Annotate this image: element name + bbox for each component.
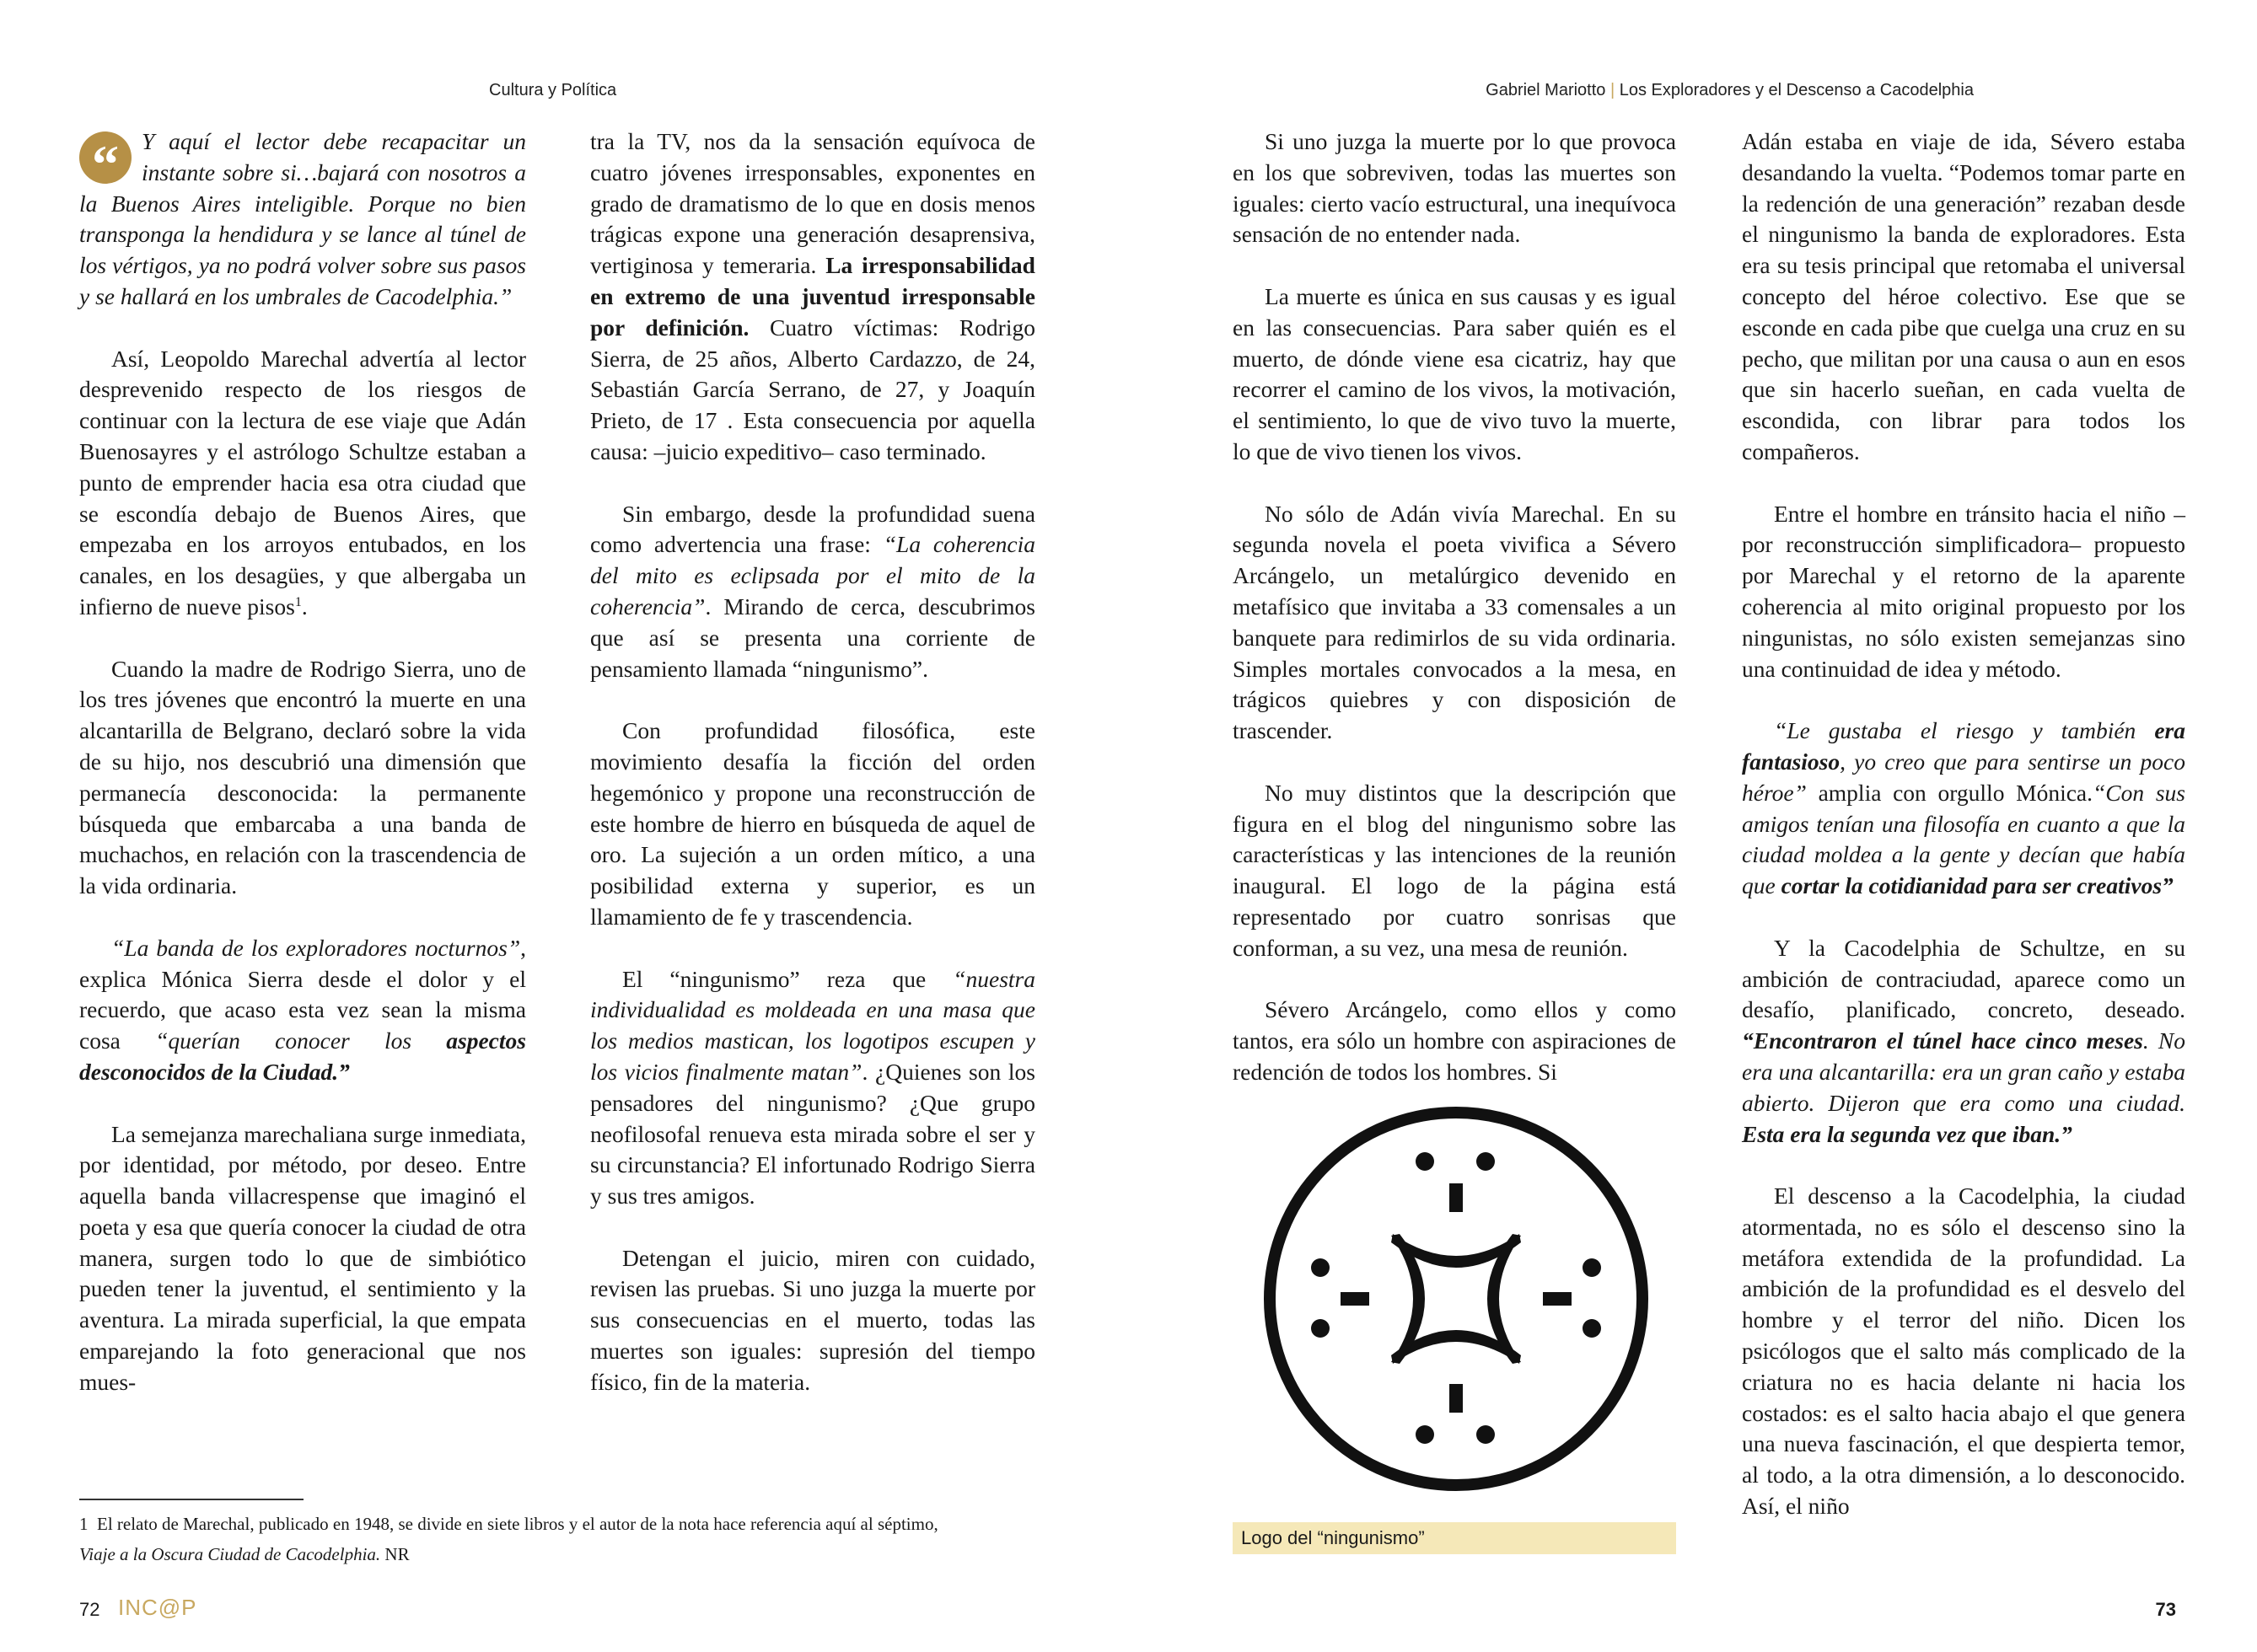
paragraph: El descenso a la Cacodelphia, la ciudad atormentada, no es sólo el descenso sino la metáfora extendida de la profundidad. La ambición de la profundidad es el desvelo del hombre y el terror del niño. Dicen los psicólogos que el salto más complicado de la criatura no es hacia delante ni hacia los costados: es el salto hacia abajo el que genera una nueva fascinación, el que despierta temor, al todo, a la otra dimensión, a lo desconocido. Así, el niño (1742, 1183, 2185, 1520)
paragraph: Sin embargo, desde la profundidad suena como advertencia una frase: “La coherencia del mito es eclipsada por el mito de la coherencia”. Mirando de cerca, descubrimos que así se presenta una corriente de pensamiento llamada “ningunismo”. (590, 500, 1036, 682)
figure-caption: Logo del “ningunismo” (1233, 1522, 1676, 1554)
paragraph: “La banda de los exploradores nocturnos”, explica Mónica Sierra desde el dolor y el recuerdo, que acaso esta vez sean la misma cosa “querían conocer los aspectos desconocidos de la Ciudad.” (79, 934, 526, 1085)
opening-quote: “ Y aquí el lector debe recapacitar un instante sobre si…bajará con nosotros a la Buenos Aires inteligible. Porque no bien transponga la hendidura y se lance al túnel de los vértigos, ya no podrá volver sobre sus pasos y se hallará en los umbrales de Cacodelphia.” (79, 128, 526, 309)
page-number-right: 73 (2155, 1599, 2176, 1620)
column-2 (590, 126, 1035, 1398)
paragraph: Detengan el juicio, miren con cuidado, revisen las pruebas. Si uno juzga la muerte por sus consecuencias en el muerto, todas las muertes son iguales: supresión del tiempo físico, fin de la materia. (590, 1244, 1035, 1395)
paragraph: No sólo de Adán vivía Marechal. En su segunda novela el poeta vivifica a Sévero Arcángelo, un metalúrgico devenido en metafísico que invitaba a 33 comensales a un banquete para redimirlos de su vida ordinaria. Simples mortales convocados a la mesa, en trágicos quiebres y con disposición de trascender. (1233, 500, 1676, 744)
paragraph: “Le gustaba el riesgo y también era fantasioso, yo creo que para sentirse un poco héroe” amplia con orgullo Mónica.“Con sus amigos tenían una filosofía en cuanto a que la ciudad moldea a la gente y decían que había que cortar la cotidianidad para ser creativos” (1742, 717, 2185, 899)
paragraph: Si uno juzga la muerte por lo que provoca en los que sobreviven, todas las muertes son iguales: cierto vacío estructural, una inequívoca sensación de no entender nada. (1233, 128, 1676, 248)
paragraph: Adán estaba en viaje de ida, Sévero estaba desandando la vuelta. “Podemos tomar parte en la redención de una generación” rezaban desde el ningunismo la banda de exploradores. Esta era su tesis principal que retomaba el universal concepto del héroe colectivo. Ese que se esconde en cada pibe que cuelga una cruz en su pecho, que militan por una causa o aun en esos que sin hacerlo sueñan, en cada vuelta de escondida, con librar para todos los compañeros. (1742, 128, 2185, 464)
header-article-title: Los Exploradores y el Descenso a Cacodelphia (1619, 81, 1974, 99)
column-1 (79, 126, 526, 1398)
paragraph: No muy distintos que la descripción que figura en el blog del ningunismo sobre las características y las intenciones de la reunión inaugural. El logo de la página está representado por cuatro sonrisas que conforman, a su vez, una mesa de reunión. (1233, 779, 1676, 961)
page-number-left: 72 (79, 1599, 100, 1620)
paragraph: Sévero Arcángelo, como ellos y como tantos, era sólo un hombre con aspiraciones de redención de todos los hombres. Si (1233, 996, 1676, 1085)
running-header-left: Cultura y Política (489, 81, 617, 99)
paragraph: El “ningunismo” reza que “nuestra individualidad es moldeada en una masa que los medios mastican, los logotipos escupen y los vicios finalmente matan”. ¿Quienes son los pensadores del ningunismo? ¿Que grupo neofilosofal renueva esta mirada sobre el ser y su circunstancia? El infortunado Rodrigo Sierra y sus tres amigos. (590, 965, 1035, 1210)
paragraph: Y la Cacodelphia de Schultze, en su ambición de contraciudad, aparece como un desafío, planificado, concreto, deseado. “Encontraron el túnel hace cinco meses. No era una alcantarilla: era un gran caño y estaba abierto. Dijeron que era como una ciudad. Esta era la segunda vez que iban.” (1742, 934, 2186, 1147)
footnote: 1 El relato de Marechal, publicado en 1948, se divide en siete libros y el autor de la nota hace referencia aquí al séptimo, Viaje a la Oscura Ciudad de Cacodelphia. NR (79, 1514, 938, 1564)
paragraph: La muerte es única en sus causas y es igual en las consecuencias. Para saber quién es el muerto, de dónde viene esa cicatriz, hay que recorrer el camino de los vivos, la motivación, el sentimiento, lo que de vivo tuvo la muerte, lo que de vivo tienen los vivos. (1233, 282, 1676, 464)
ningunismo-logo-icon (1258, 1101, 1654, 1497)
running-header-right (1486, 81, 1974, 100)
paragraph: Con profundidad filosófica, este movimiento desafía la ficción del orden hegemónico y propone una reconstrucción de este hombre de hierro en búsqueda de aquel de oro. La sujeción a un orden mítico, a una posibilidad externa y superior, es un llamamiento de fe y trascendencia. (590, 717, 1035, 930)
column-4 (1742, 126, 2185, 1522)
footnote-divider (79, 1499, 304, 1500)
magazine-logo: INC@P (118, 1595, 197, 1620)
paragraph: Entre el hombre en tránsito hacia el niño –por reconstrucción simplificadora– propuesto por Marechal y el retorno de la aparente coherencia al mito original propuesto por los ningunistas, no sólo existen semejanzas sino una continuidad de idea y método. (1742, 500, 2185, 682)
footnote-ref[interactable]: 1 (294, 594, 302, 609)
column-3 (1233, 126, 1676, 1088)
quote-mark-icon: “ (79, 131, 132, 184)
paragraph: La semejanza marechaliana surge inmediata, por identidad, por método, por deseo. Entre aquella banda villacrespense que imaginó el poeta y esa que quería conocer la ciudad de otra manera, surgen todo lo que de simbiótico pueden tener la juventud, el sentimiento y la aventura. La mirada superficial, la que empata emparejando la foto generacional que nos mues- (79, 1120, 526, 1395)
footnote-number: 1 (79, 1514, 89, 1534)
paragraph: tra la TV, nos da la sensación equívoca de cuatro jóvenes irresponsables, exponentes en grado de dramatismo de lo que en dosis menos trágicas expone una generación desaprensiva, vertiginosa y temeraria. La irresponsabilidad en extremo de una juventud irresponsable por definición. Cuatro víctimas: Rodrigo Sierra, de 25 años, Alberto Cardazzo, de 24, Sebastián García Serrano, de 27, y Joaquín Prieto, de 17 . Esta consecuencia por aquella causa: –juicio expeditivo– caso terminado. (590, 128, 1035, 464)
paragraph: Cuando la madre de Rodrigo Sierra, uno de los tres jóvenes que encontró la muerte en una alcantarilla de Belgrano, declaró sobre la vida de su hijo, nos descubrió una dimensión que permanecía desconocida: la permanente búsqueda que embarcaba a una banda de muchachos, en relación con la trascendencia de la vida ordinaria. (79, 655, 526, 899)
paragraph: Así, Leopoldo Marechal advertía al lector desprevenido respecto de los riesgos de continuar con la lectura de ese viaje que Adán Buenosayres y el astrólogo Schultze estaban a punto de emprender hacia esa otra ciudad que se escondía debajo de Buenos Aires, que empezaba en los arroyos entubados, en los canales, en los desagües, y que albergaba un infierno de nueve pisos$^1$. (79, 345, 526, 620)
header-separator: | (1609, 81, 1615, 99)
header-author: Gabriel Mariotto (1486, 81, 1606, 99)
